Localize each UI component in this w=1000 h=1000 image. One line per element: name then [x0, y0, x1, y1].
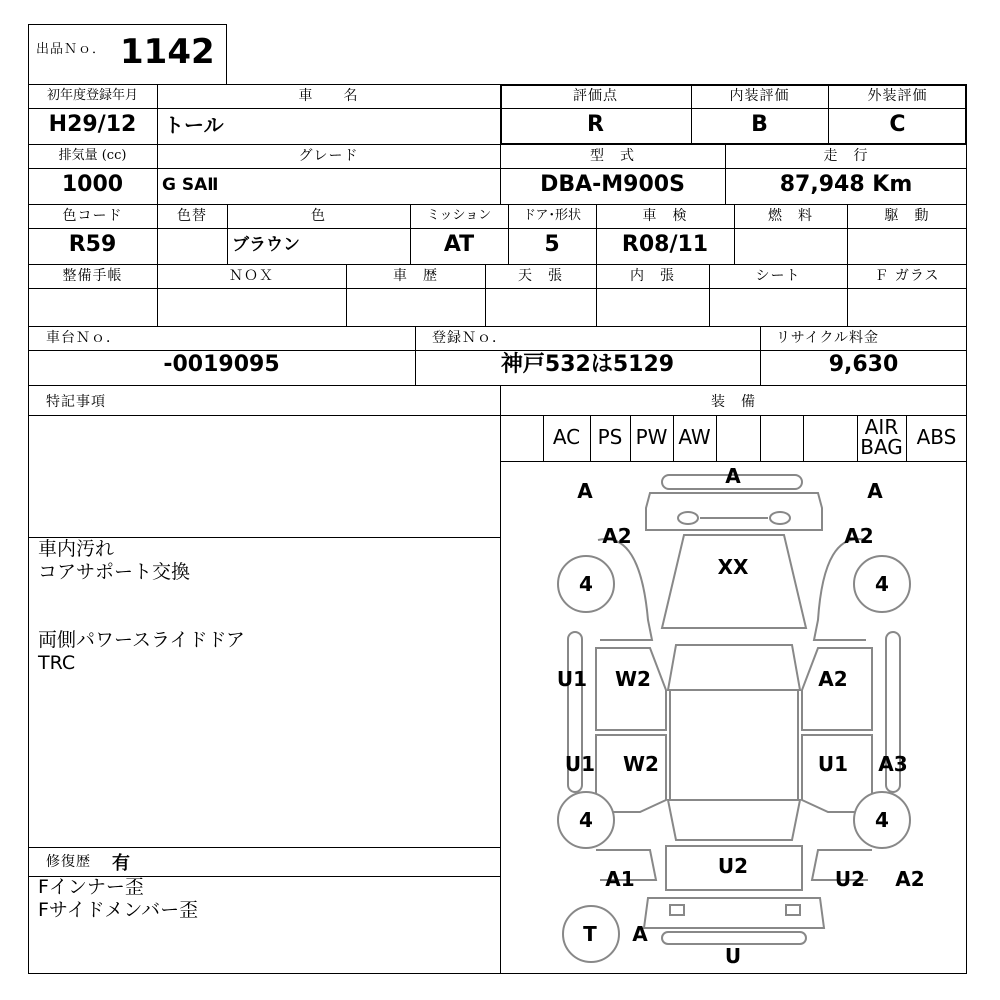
repair-label: 修復歴 [46, 854, 91, 870]
score-value: R [587, 112, 604, 137]
notes-label: 特記事項 [46, 394, 106, 410]
sunroof-label: 天 張 [518, 268, 563, 284]
equipment-item-airbag: BAG [860, 435, 903, 459]
model-label: 型 式 [590, 148, 635, 164]
repair-line: Fインナー歪 [38, 876, 144, 898]
damage-back-door: U2 [717, 854, 749, 878]
notes-line: 両側パワースライドドア [38, 629, 245, 651]
damage-sill-left-front: U1 [556, 667, 588, 691]
repair-line: Fサイドメンバー歪 [38, 899, 199, 921]
damage-sill-right-rear: A3 [878, 752, 908, 776]
interior-trim-label: 内 張 [630, 268, 675, 284]
exterior-value: C [889, 112, 906, 137]
color-change-label: 色替 [177, 208, 207, 224]
damage-quarter-left: A1 [605, 867, 635, 891]
damage-hood: XX [717, 555, 749, 579]
damage-door-left-rear: W2 [623, 752, 659, 776]
color-code-value: R59 [68, 232, 117, 257]
color-label: 色 [311, 208, 326, 224]
color-code-label: 色コード [62, 208, 123, 224]
wheel-rear-left: 4 [579, 808, 593, 832]
damage-front-right-corner: A [867, 479, 883, 503]
recycle-label: リサイクル料金 [776, 330, 880, 346]
spare-tire: T [583, 922, 597, 946]
fuel-label: 燃 料 [768, 208, 813, 224]
notes-line: 車内汚れ [38, 538, 115, 560]
damage-rear: U [724, 944, 742, 968]
damage-rear-bumper-left: A [632, 922, 648, 946]
equipment-item-aw: AW [678, 425, 711, 449]
seat-label: シート [755, 268, 801, 284]
mileage-value: 87,948 Km [779, 172, 913, 197]
damage-fender-left: A2 [602, 524, 632, 548]
wheel-front-right: 4 [875, 572, 889, 596]
drive-label: 駆 動 [884, 208, 930, 224]
damage-sill-left-rear: U1 [564, 752, 596, 776]
damage-fender-right: A2 [844, 524, 874, 548]
damage-door-left-front: W2 [615, 667, 651, 691]
fglass-label: Ｆ ガラス [874, 268, 940, 284]
model-value: DBA-M900S [540, 172, 685, 197]
damage-front: A [725, 464, 741, 488]
repair-value: 有 [112, 853, 130, 874]
history-label: 車 歴 [393, 268, 438, 284]
chassis-label: 車台Ｎｏ． [46, 330, 121, 346]
equipment-item-airbag: AIR [864, 415, 899, 439]
first-reg-label: 初年度登録年月 [46, 88, 138, 103]
grade-label: グレード [298, 148, 359, 164]
mission-label: ミッション [426, 208, 492, 223]
score-label: 評価点 [573, 88, 618, 104]
mission-value: AT [443, 232, 475, 257]
damage-door-right-front: A2 [818, 667, 848, 691]
lot-number-value: 1142 [120, 32, 215, 72]
maintenance-label: 整備手帳 [62, 268, 123, 284]
notes-line: TRC [38, 652, 76, 674]
wheel-front-left: 4 [579, 572, 593, 596]
damage-rear-right-corner: A2 [895, 867, 925, 891]
nox-label: ＮＯＸ [229, 268, 274, 284]
equipment-item-ps: PS [597, 425, 623, 449]
door-label: ドア･形状 [522, 208, 582, 223]
door-value: 5 [544, 232, 560, 257]
equipment-item-ac: AC [552, 425, 581, 449]
mileage-label: 走 行 [823, 148, 869, 164]
registration-value: 神戸532は5129 [500, 352, 675, 377]
lot-number-label: 出品Ｎｏ． [36, 42, 107, 57]
inspection-value: R08/11 [621, 232, 709, 257]
registration-label: 登録Ｎｏ． [432, 330, 507, 346]
displacement-label: 排気量 (cc) [58, 148, 127, 163]
damage-door-right-rear: U1 [817, 752, 849, 776]
damage-quarter-right: U2 [834, 867, 866, 891]
damage-front-left-corner: A [577, 479, 593, 503]
wheel-rear-right: 4 [875, 808, 889, 832]
interior-label: 内装評価 [729, 88, 790, 104]
exterior-label: 外装評価 [867, 88, 928, 104]
recycle-value: 9,630 [828, 352, 899, 377]
car-name-value: トール [164, 113, 224, 137]
grade-value: G SAⅡ [162, 175, 219, 195]
interior-value: B [751, 112, 768, 137]
first-reg-value: H29/12 [48, 112, 137, 137]
equipment-item-abs: ABS [916, 425, 957, 449]
notes-line: コアサポート交換 [38, 561, 191, 583]
chassis-value: -0019095 [163, 352, 280, 377]
displacement-value: 1000 [61, 172, 124, 197]
equipment-item-pw: PW [635, 425, 668, 449]
equipment-label: 装 備 [711, 394, 756, 410]
inspection-label: 車 検 [642, 208, 688, 224]
car-name-label: 車 名 [298, 88, 359, 104]
color-value: ブラウン [232, 235, 300, 255]
